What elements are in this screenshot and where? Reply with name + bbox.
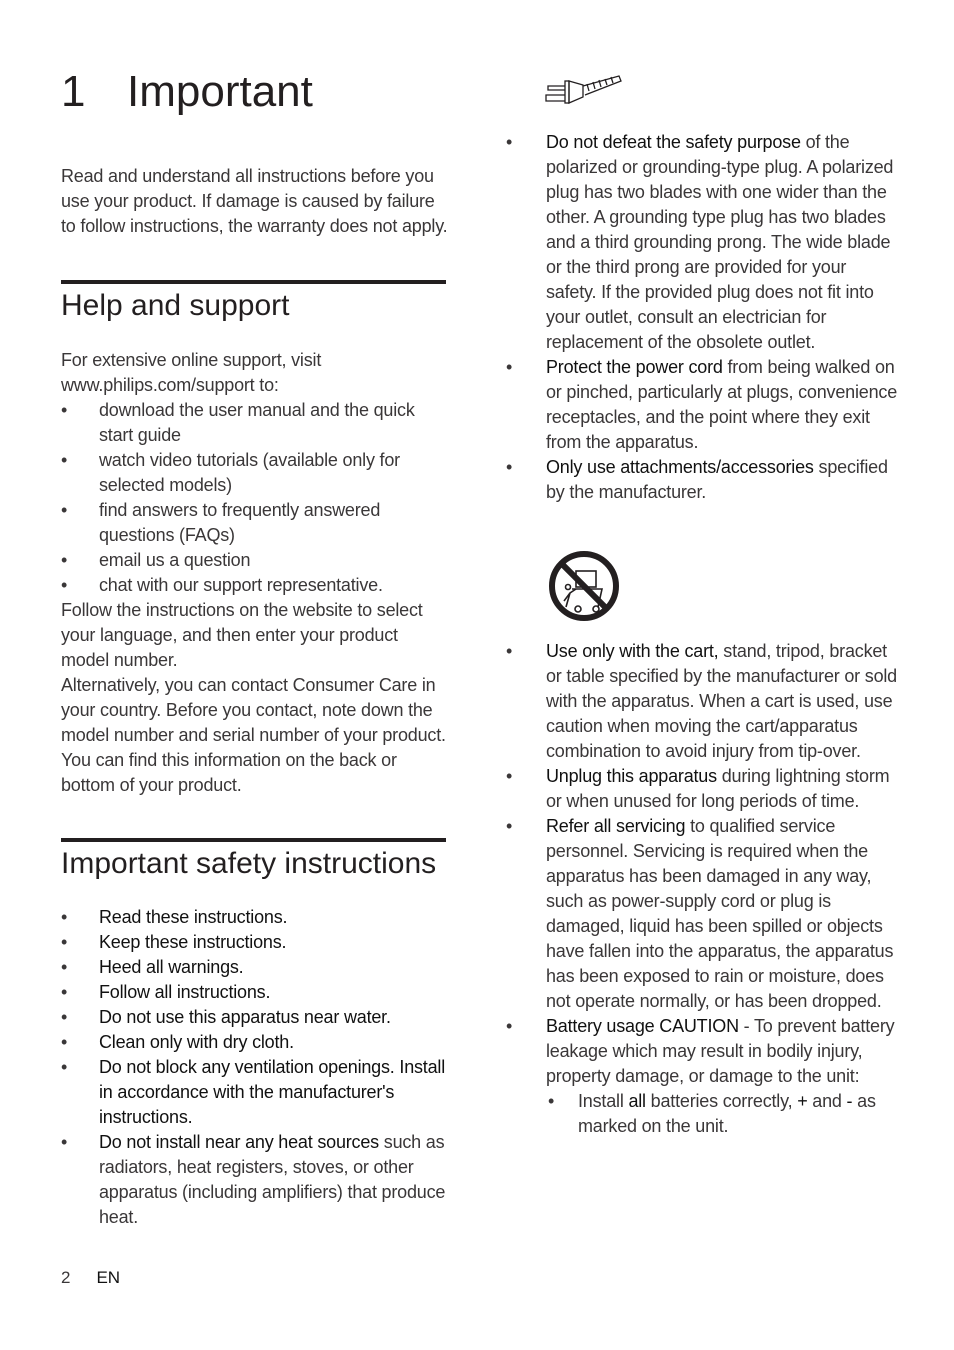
polarized-plug-icon <box>543 72 623 117</box>
safety-section <box>61 905 449 1230</box>
list-item: • Clean only with dry cloth. <box>61 1030 449 1055</box>
section-divider-help <box>61 280 446 284</box>
list-item: • Do not install near any heat sources such as radiators, heat registers, stoves, or other apparatus (including amplifiers) that produce heat. <box>61 1130 449 1230</box>
list-item: • Refer all servicing to qualified service personnel. Servicing is required when the apparatus has been damaged in any way, such as power-supply cord or plug is damaged, liquid has been spilled or objects have fallen into the apparatus, the apparatus has been exposed to rain or moisture, does not operate normally, or has been dropped. <box>506 814 898 1014</box>
help-section <box>61 348 449 798</box>
page-number: 2 <box>61 1268 71 1287</box>
right-list-a <box>506 130 898 505</box>
list-item: • Do not defeat the safety purpose of the polarized or grounding-type plug. A polarized plug has two blades with one wider than the other. A grounding type plug has two blades and a third grounding prong. The wide blade or the third prong are provided for your safety. If the provided plug does not fit into your outlet, consult an electrician for replacement of the obsolete outlet. <box>506 130 898 355</box>
safety-list <box>61 905 449 1230</box>
list-item: • find answers to frequently answered questions (FAQs) <box>61 498 449 548</box>
battery-sublist <box>546 1089 898 1139</box>
list-item: • download the user manual and the quick start guide <box>61 398 449 448</box>
intro-paragraph: Read and understand all instructions before you use your product. If damage is caused by failure to follow instructions, the warranty does not apply. <box>61 166 448 236</box>
safety-heading: Important safety instructions <box>61 847 437 880</box>
list-item: • watch video tutorials (available only for selected models) <box>61 448 449 498</box>
list-item: • Battery usage CAUTION - To prevent battery leakage which may result in bodily injury, property damage, or damage to the unit: • Install all batteries correctly, + and - as marked on the unit. <box>506 1014 898 1139</box>
list-item: • Read these instructions. <box>61 905 449 930</box>
list-item: • Unplug this apparatus during lightning storm or when unused for long periods of time. <box>506 764 898 814</box>
help-list <box>61 398 449 598</box>
language-code: EN <box>96 1268 121 1287</box>
chapter-number: 1 <box>61 67 86 116</box>
list-item: • Keep these instructions. <box>61 930 449 955</box>
list-item: • Do not block any ventilation openings. Install in accordance with the manufacturer's instructions. <box>61 1055 449 1130</box>
list-item: • Install all batteries correctly, + and - as marked on the unit. <box>546 1089 898 1139</box>
chapter-title: Important <box>127 67 313 116</box>
list-item: • Protect the power cord from being walked on or pinched, particularly at plugs, convenience receptacles, and the point where they exit from the apparatus. <box>506 355 898 455</box>
list-item: • Only use attachments/accessories specified by the manufacturer. <box>506 455 898 505</box>
list-item: • chat with our support representative. <box>61 573 449 598</box>
help-follow: Follow the instructions on the website to select your language, and then enter your product model number. <box>61 600 423 670</box>
section-divider-safety <box>61 838 446 842</box>
list-item: • Do not use this apparatus near water. <box>61 1005 449 1030</box>
list-item: • Heed all warnings. <box>61 955 449 980</box>
list-item: • Follow all instructions. <box>61 980 449 1005</box>
chapter-heading <box>61 64 313 120</box>
help-alternative: Alternatively, you can contact Consumer Care in your country. Before you contact, note down the model number and serial number of your product. You can find this information on the back or bottom of your product. <box>61 675 446 795</box>
right-list-b <box>506 639 898 1139</box>
list-item: • email us a question <box>61 548 449 573</box>
help-heading: Help and support <box>61 289 290 322</box>
cart-tip-over-warning-icon <box>546 549 622 628</box>
help-lead: For extensive online support, visit www.philips.com/support to: <box>61 350 322 395</box>
list-item: • Use only with the cart, stand, tripod, bracket or table specified by the manufacturer or sold with the apparatus. When a cart is used, use caution when moving the cart/apparatus combination to avoid injury from tip-over. <box>506 639 898 764</box>
page-footer <box>61 1266 120 1290</box>
